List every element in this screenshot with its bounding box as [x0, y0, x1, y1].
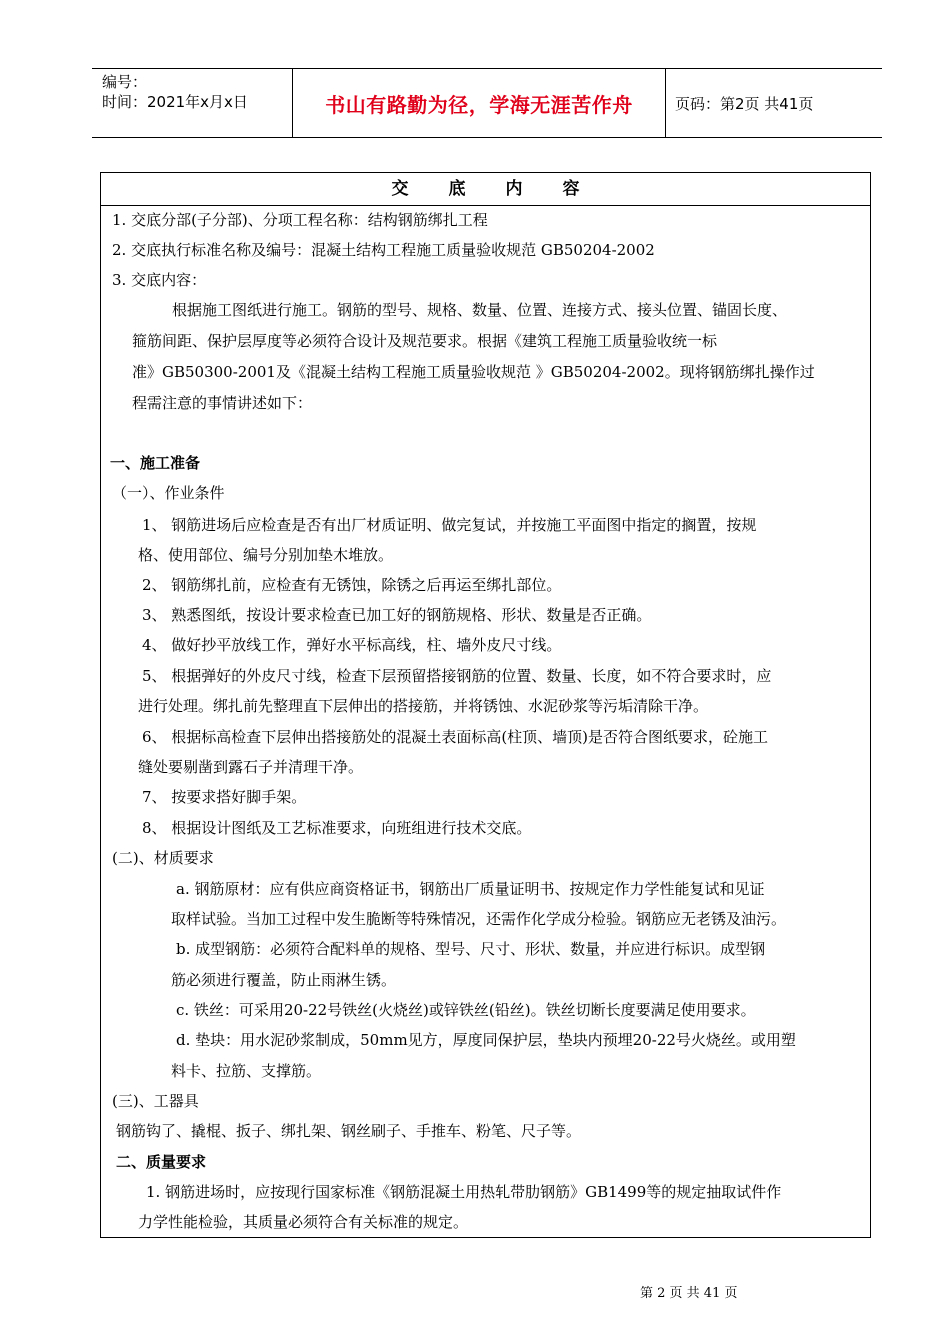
page-footer: 第 2 页 共 41 页	[640, 1286, 738, 1301]
subsection-heading: (二)、材质要求	[112, 849, 214, 867]
text-line: 格、使用部位、编号分别加垫木堆放。	[138, 546, 394, 564]
text-line: 程需注意的事情讲述如下：	[132, 394, 313, 412]
section-heading: 一、施工准备	[110, 454, 201, 472]
text-line: 4、 做好抄平放线工作，弹好水平标高线，柱、墙外皮尺寸线。	[142, 636, 562, 654]
page-label: 页码：第2页 共41页	[675, 94, 814, 113]
text-line: 进行处理。绑扎前先整理直下层伸出的搭接筋，并将锈蚀、水泥砂浆等污垢清除干净。	[138, 697, 709, 715]
text-line: 根据施工图纸进行施工。钢筋的型号、规格、数量、位置、连接方式、接头位置、锚固长度、	[172, 301, 788, 319]
header-left-cell	[92, 69, 293, 137]
content-title: 交底内容	[101, 173, 870, 206]
text-line: 2. 交底执行标准名称及编号：混凝土结构工程施工质量验收规范 GB50204-2002	[112, 241, 655, 259]
text-line: c. 铁丝：可采用20-22号铁丝(火烧丝)或锌铁丝(铅丝)。铁丝切断长度要满足使用要求。	[176, 1001, 756, 1019]
text-line: 缝处要剔凿到露石子并清理干净。	[138, 758, 364, 776]
text-line: 箍筋间距、保护层厚度等必须符合设计及规范要求。根据《建筑工程施工质量验收统一标	[132, 332, 718, 350]
header-table	[92, 68, 882, 138]
text-line: 1、 钢筋进场后应检查是否有出厂材质证明、做完复试，并按施工平面图中指定的搁置，按规	[142, 516, 757, 534]
text-line: 取样试验。当加工过程中发生脆断等特殊情况，还需作化学成分检验。钢筋应无老锈及油污。	[171, 910, 787, 928]
text-line: a. 钢筋原材：应有供应商资格证书，钢筋出厂质量证明书、按规定作力学性能复试和见证	[176, 880, 765, 898]
text-line: 筋必须进行覆盖，防止雨淋生锈。	[171, 971, 397, 989]
subsection-heading: (三)、工器具	[112, 1092, 199, 1110]
text-line: 1. 交底分部(子分部)、分项工程名称：结构钢筋绑扎工程	[112, 211, 488, 229]
number-label: 编号：	[102, 73, 148, 91]
text-line: 8、 根据设计图纸及工艺标准要求，向班组进行技术交底。	[142, 819, 532, 837]
section-heading: 二、质量要求	[116, 1153, 207, 1171]
text-line: 料卡、拉筋、支撑筋。	[171, 1062, 322, 1080]
text-line: b. 成型钢筋：必须符合配料单的规格、型号、尺寸、形状、数量，并应进行标识。成型钢	[176, 940, 766, 958]
text-line: 1. 钢筋进场时，应按现行国家标准《钢筋混凝土用热轧带肋钢筋》GB1499等的规定抽取试件作	[146, 1183, 782, 1201]
text-line: 准》GB50300-2001及《混凝土结构工程施工质量验收规范 》GB50204-2002。现将钢筋绑扎操作过	[132, 363, 815, 381]
text-line: 力学性能检验，其质量必须符合有关标准的规定。	[138, 1213, 469, 1231]
text-line: 6、 根据标高检查下层伸出搭接筋处的混凝土表面标高(柱顶、墙顶)是否符合图纸要求，砼施工	[142, 728, 769, 746]
time-label: 时间：2021年x月x日	[102, 93, 248, 111]
text-line: 钢筋钩了、撬棍、扳子、绑扎架、钢丝刷子、手推车、粉笔、尺子等。	[116, 1122, 582, 1140]
subsection-heading: （一）、作业条件	[112, 484, 225, 502]
text-line: d. 垫块：用水泥砂浆制成，50mm见方，厚度同保护层，垫块内预埋20-22号火烧丝。或用塑	[176, 1031, 796, 1049]
text-line: 3. 交底内容：	[112, 271, 207, 289]
text-line: 5、 根据弹好的外皮尺寸线，检查下层预留搭接钢筋的位置、数量、长度，如不符合要求时，应	[142, 667, 772, 685]
text-line: 3、 熟悉图纸，按设计要求检查已加工好的钢筋规格、形状、数量是否正确。	[142, 606, 652, 624]
text-line: 7、 按要求搭好脚手架。	[142, 788, 307, 806]
motto: 书山有路勤为径，学海无涯苦作舟	[293, 69, 666, 137]
text-line: 2、 钢筋绑扎前，应检查有无锈蚀，除锈之后再运至绑扎部位。	[142, 576, 562, 594]
